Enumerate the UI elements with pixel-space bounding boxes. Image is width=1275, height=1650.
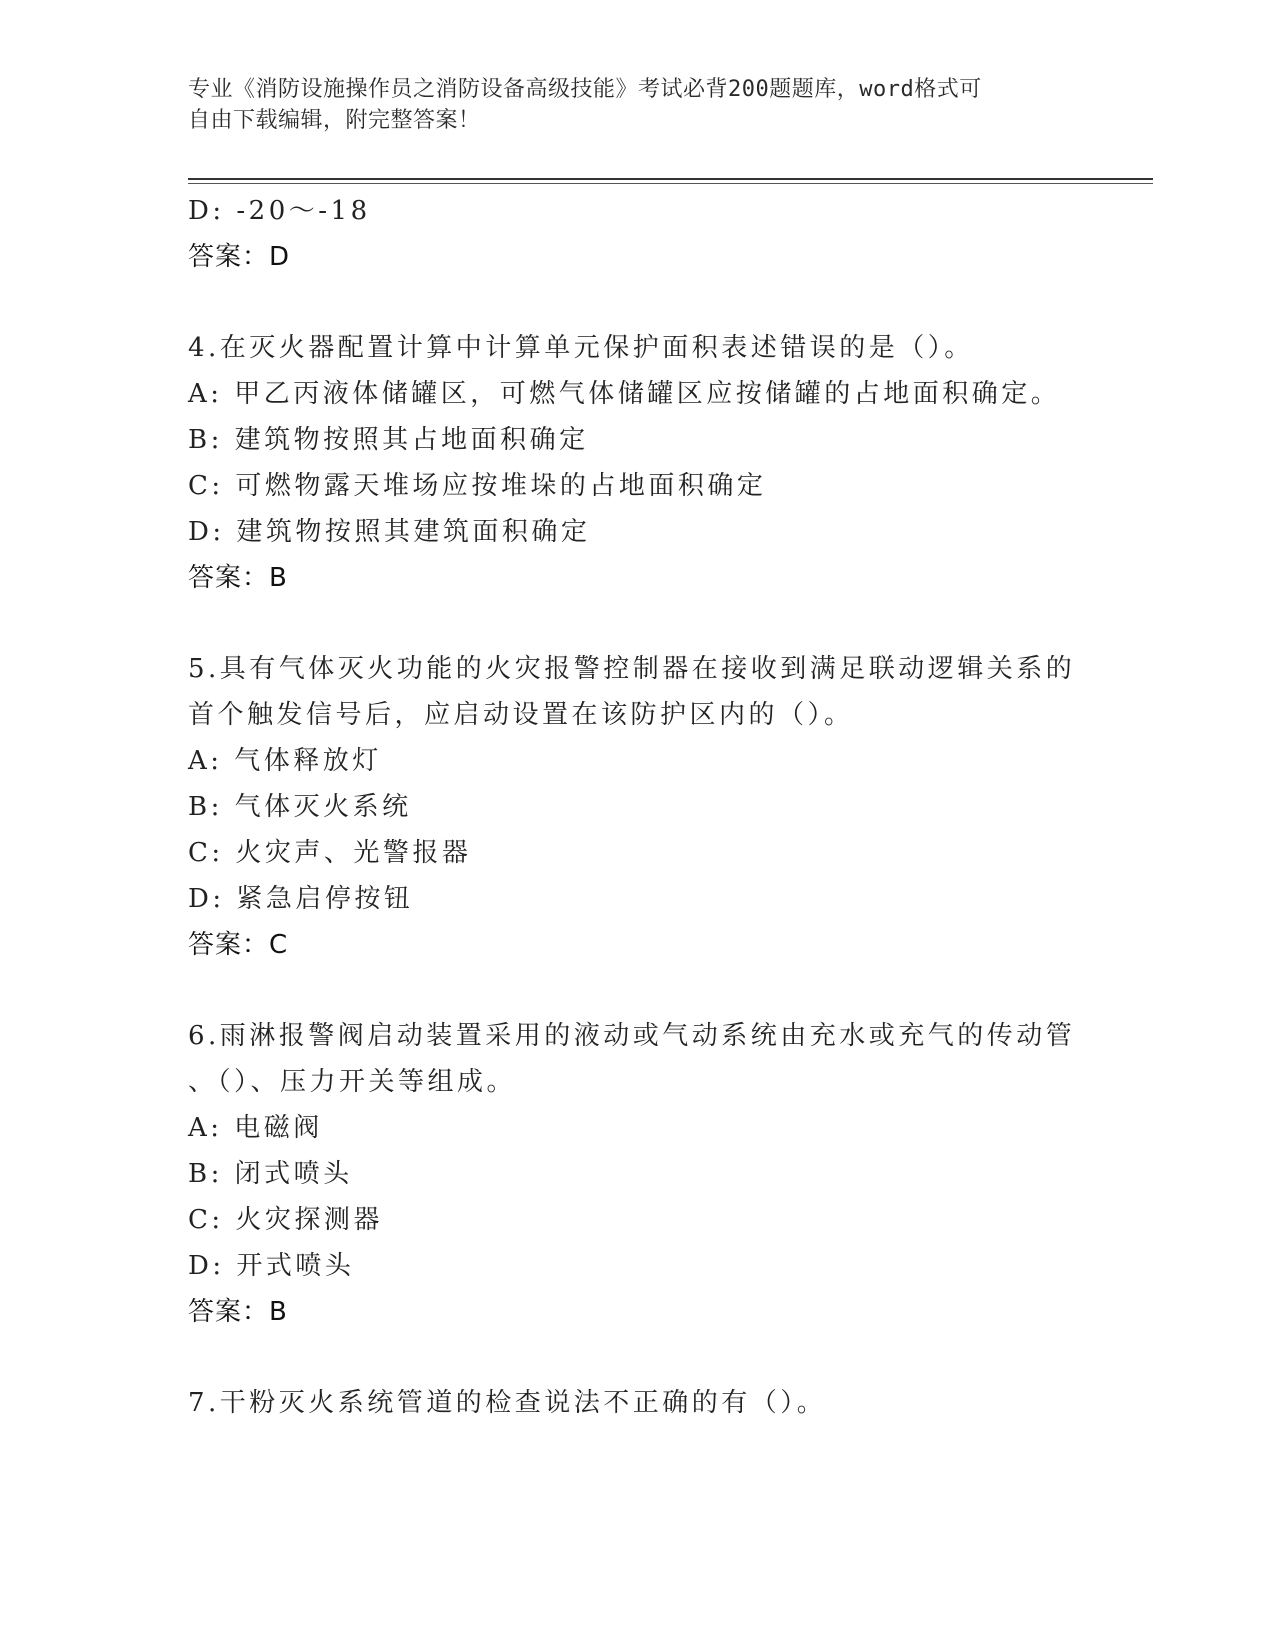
question-6	[188, 1013, 1148, 1335]
question-text: 7.干粉灭火系统管道的检查说法不正确的有（）。	[188, 1388, 827, 1418]
question-content	[188, 188, 1148, 1426]
option-a: A: 气体释放灯	[188, 746, 382, 776]
question-text: 4.在灭火器配置计算中计算单元保护面积表述错误的是（）。	[188, 333, 974, 363]
option-c: C: 火灾探测器	[188, 1205, 383, 1235]
option-c: C: 可燃物露天堆场应按堆垛的占地面积确定	[188, 471, 767, 501]
question-7	[188, 1380, 1148, 1426]
header-line-1: 专业《消防设施操作员之消防设备高级技能》考试必背200题题库，word格式可	[188, 77, 982, 102]
option-a: A: 电磁阀	[188, 1113, 323, 1143]
question-5	[188, 646, 1148, 968]
question-text-cont: 首个触发信号后，应启动设置在该防护区内的（）。	[188, 700, 854, 730]
header-rule-thick	[188, 178, 1153, 180]
document-header	[188, 74, 1088, 136]
option-c: C: 火灾声、光警报器	[188, 838, 472, 868]
option-d: D: 建筑物按照其建筑面积确定	[188, 517, 591, 547]
question-text: 5.具有气体灭火功能的火灾报警控制器在接收到满足联动逻辑关系的	[188, 654, 1076, 684]
answer: 答案：C	[188, 930, 289, 960]
answer: 答案：B	[188, 1297, 288, 1327]
option-d: D: -20～-18	[188, 196, 371, 226]
option-d: D: 开式喷头	[188, 1251, 355, 1281]
option-a: A: 甲乙丙液体储罐区，可燃气体储罐区应按储罐的占地面积确定。	[188, 379, 1061, 409]
answer: 答案：B	[188, 563, 288, 593]
question-4	[188, 325, 1148, 601]
header-rule-thin	[188, 183, 1153, 184]
option-b: B: 气体灭火系统	[188, 792, 412, 822]
option-b: B: 建筑物按照其占地面积确定	[188, 425, 589, 455]
question-text-cont: 、（）、压力开关等组成。	[188, 1067, 517, 1097]
answer: 答案：D	[188, 242, 291, 272]
option-b: B: 闭式喷头	[188, 1159, 353, 1189]
header-line-2: 自由下载编辑，附完整答案！	[188, 108, 481, 133]
question-text: 6.雨淋报警阀启动装置采用的液动或气动系统由充水或充气的传动管	[188, 1021, 1076, 1051]
option-d: D: 紧急启停按钮	[188, 884, 414, 914]
